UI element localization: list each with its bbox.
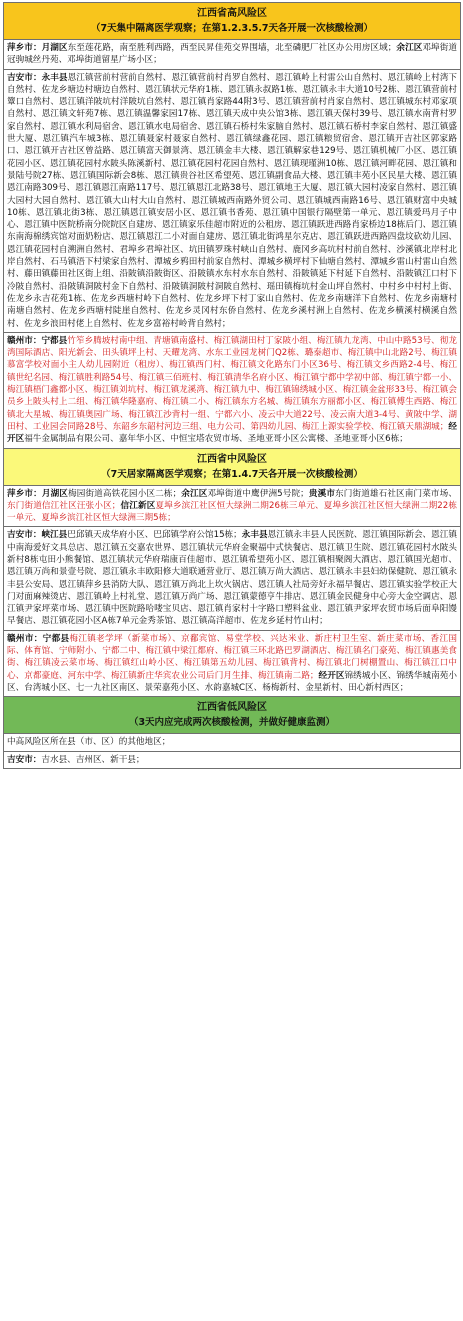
area-list: 恩江镇永丰县人民医院、恩江镇国际新会、恩江镇中南海爱好文具总店、恩江镇五交嘉农世界、恩江镇状元华府金聚福中式快餐店、恩江镇卫生院、恩江镇花园村水陂头新村8栋屯田小熊餐馆、恩江镇状元华府瑞康百佳超市、恩江镇希望苑小区、恩江镇相聚阁大酒店、恩江镇国光超市、恩江镇万尚和景壹号院、恩江镇永丰欧阳修大道联通营业厅、恩江镇万尚大酒店、恩江镇永丰县妇幼保健院、恩江镇永丰县公安局、恩江镇萍乡县消防大队、恩江镇万尚北上坎火锅店、恩江镇人社局旁好永福早餐店、恩江镇实验学校正大门对面麻辣烫店、恩江镇岭上村礼堂、恩江镇万尚广场、恩江镇蒙德亨牛排店、恩江镇金民健身中心旁大金空调店、恩江镇尹家坪菜市场、恩江镇中医院路哈喽宝贝店、恩江镇肖家村十字路口塑料盆业、恩江镇尹家坪农贸市场后面阜阳馒早餐店、恩江镇花园小区A栋7单元金秀茶馆、恩江镇高洋超市、佐龙乡延村竹山村； <box>7 530 457 627</box>
risk-area-table <box>3 2 461 769</box>
area-list: 巴邱镇天成华府小区、巴邱镇学府公馆15栋； <box>67 530 242 541</box>
place-name: 赣州市： <box>7 633 43 644</box>
low-risk-title: 江西省低风险区 <box>197 702 267 714</box>
high-risk-row <box>4 70 460 333</box>
place-name: 永丰县 <box>41 72 68 83</box>
place-name: 吉安市： <box>7 530 42 541</box>
place-name: 吉安市： <box>7 72 42 83</box>
low-risk-subtitle: （3天内应完成两次核酸检测，并做好健康监测） <box>128 717 336 729</box>
highlighted-area-list: 夏埠乡滨江社区恒大绿洲二期26栋三单元、夏埠乡滨江社区恒大绿洲二期22栋一单元、夏埠乡滨江社区恒大绿洲三期5栋； <box>7 500 457 524</box>
high-risk-title: 江西省高风险区 <box>197 8 267 19</box>
high-risk-row <box>4 333 460 449</box>
mid-risk-subtitle: （7天居家隔离医学观察；在第1.4.7天各开展一次核酸检测） <box>101 468 363 480</box>
place-name: 月湖区 <box>41 488 69 499</box>
place-name: 余江区 <box>181 488 208 499</box>
mid-risk-row <box>4 631 460 697</box>
area-list: 东至莲花路，南至胜利西路，西至民昇佳苑交界围墙，北至磷肥厂社区办公用房区域； <box>67 43 397 53</box>
area-list: 中高风险区所在县（市、区）的其他地区； <box>7 737 171 748</box>
place-name: 赣州市： <box>7 335 42 346</box>
area-list: 福牛金属制品有限公司、嘉年华小区、中恒宝塔农贸市场、圣地亚哥小区公寓楼、圣地亚哥小区6栋； <box>24 434 408 445</box>
mid-risk-title: 江西省中风险区 <box>197 453 267 465</box>
place-name: 贵溪市 <box>308 488 336 499</box>
mid-risk-row <box>4 486 460 528</box>
highlighted-area-list: 竹笮乡腾坡村南中组、青塘镇南盛村、梅江镇湖田村丁家陂小组、梅江镇九龙湾、中山中路53号、彻龙湾国际酒店、阳光新会、田头镇坪上村、天耀龙湾、水东工业园龙树门Q2栋、璐泰超市、梅江镇中山北路2号、梅江镇慕富学校对面小主人幼儿园附近（租房）、梅江镇西门村、梅江镇文化路东门小区36号、梅江镇文乡西路2-4号、梅江镇世纪名园、梅江镇胜利路54号、梅江镇三佰班村、梅江镇清华名府小区、梅江镇宁都中学初中部、梅江镇宁都一小、梅江镇梧门鑫都小区、梅江镇刘坑村、梅江镇龙溪湾、梅江镇九中、梅江镇锦绣城小区、梅江镇金盆形33号、梅江镇会员乡上陂头村上二组、梅江镇华隆嘉府、梅江镇二小、梅江镇东方名城、梅江镇东方丽都小区、梅江镇傅生西路、梅江镇北大星城、梅江镇奥园广场、梅江镇江沙背村一组、宁都六小、凌云中大道22号、凌云南大道3-4号、黄陂中学、湖田村、工业园会同路28号、东韶乡东韶村河边三组、电力公司、第四幼儿园、梅江上源实验学校、梅江镇天鼎湖城； <box>7 335 457 432</box>
place-name: 吉安市： <box>7 754 42 765</box>
mid-risk-row <box>4 527 460 630</box>
highlighted-area-list: 梅江镇老学坪（新菜市场）、京鄱宾馆、易堂学校、兴达米业、新庄村卫生室、新庄菜市场、香江国际、体育馆、宁师附小、宁都二中、梅江镇中梁江都府、梅江镇三环北路巴罗湖酒店、梅江镇名门豪苑、梅江镇惠美食街、梅江镇凌云菜市场、梅江镇红山岭小区、梅江镇第五幼儿园、梅江镇背村、梅江镇北门树棚置山、梅江镇江口中心、京都豪庭、河东中学、梅江镇新庄华宾农业公司后门月生排、梅江镇南二路； <box>7 633 457 681</box>
area-list: 邓埠街道冠驹城丝丹苑、邓埠街道留星广场小区； <box>7 43 457 66</box>
place-name: 宁都县 <box>42 633 70 644</box>
place-name: 宁都县 <box>41 335 68 346</box>
place-name: 经开区 <box>318 670 345 681</box>
area-list: 恩江镇营前村营前自然村、恩江镇营前村肖罗自然村、恩江镇岭上村雷公山自然村、恩江镇岭上村湾下自然村、佐龙乡塘边村塘边自然村、恩江镇状元华府1栋、恩江镇永叔路1栋、恩江镇永丰大道10号2栋、恩江镇营前村簟口自然村、恩江镇洋陂坑村洋陂坑自然村、恩江镇肖家路44附3号、恩江镇营前村肖家自然村、恩江镇城东村邓家项自然村、恩江镇文轩苑7栋、恩江镇温馨家园17栋、恩江镇天成中央公馆3栋、恩江镇天保村39号、恩江镇水南背村罗家自然村、恩江镇水利局宿舍、恩江镇水电局宿舍、恩江镇石桥村朱家脑自然村、恩江镇石桥村李家自然村、恩江镇盛世大厦、恩江镇汽车城3栋、恩江镇聂家村聂家自然村、恩江镇绿鑫花园、恩江镇粮贸宿舍、恩江镇开吉社区郭家路口、恩江镇开吉社区曾益路、恩江镇富天御景湾、恩江镇金丰大楼、恩江镇解家巷129号、恩江镇机械厂小区、恩江镇花园小区、恩江镇花园村水陂头陈溪新村、恩江镇花园村花园自然村、恩江镇现瑾洲10栋、恩江镇河畔花园、恩江镇和景陆号院27栋、恩江镇国际新会8栋、恩江镇贵谷社区希望苑、恩江镇副食品大楼、恩江镇丰苑小区民星大楼、恩江镇恩江南路309号、恩江镇恩江南路117号、恩江镇恩江北路38号、恩江镇地王大厦、恩江镇大园村凌家自然村、恩江镇大园村大园自然村、恩江镇大山村大山自然村、恩江镇城西南路外贸公司、恩江镇城西南路16号、恩江镇财富中央城10栋、恩江镇北街3栋、恩江镇恩江镇安居小区、恩江镇书香苑、恩江镇中国银行隔壁第一单元、恩江镇爱玛月子中心、恩江镇中医院桥南分院院区自建房、恩江镇家乐佳超市附近的公租房、恩江镇跃进西路肖家桥边18栋后门、恩江镇东南海棉绣宾馆对面奶粉店、恩江镇恩江二小对面自建房、恩江镇北街鸿星尔克店、恩江镇跃进西路四盘坟砍幼儿园、恩江镇花园村自溯洲自然村、君埠乡君埠社区、坑田镇罗珠村峡山自然村、鹿冈乡高坑村村前自然村、沙溪镇北岸村北岸自然村、石马镇浯下村梁家自然村、潭城乡鸦田村前家自然村、潭城乡横坪村下仙塘自然村、潭城乡雷山村雷山自然村、藤田镇藤田社区街上组、沿陂镇沿陂街区、沿陂镇水东村水东自然村、沿陂镇延下村延下自然村、沿陂镇江口村下冷陂自然村、沿陂镇洞陂村金下自然村、沿陂镇洞陂村洞陂自然村、瑶田镇梅坑村金山坪自然村、中村乡中村村上街、佐龙乡永吉花苑1栋、佐龙乡西塘村岭下自然村、佐龙乡坪下村丁家山自然村、佐龙乡南塘洋下自然村、佐龙乡南塘村南塘自然村、佐龙乡西塘村陡崖自然村、佐龙乡灵冈村东侨自然村、佐龙乡溪村洲上自然村、佐龙乡横溪村横溪自然村、佐龙乡浪田村佬上自然村、佐龙乡富裕村岭背自然村； <box>7 72 457 329</box>
place-name: 月湖区 <box>41 43 68 53</box>
area-list: 东门街道雄石社区南门菜市场、 <box>335 488 457 499</box>
high-risk-header <box>4 3 460 40</box>
low-risk-header <box>4 697 460 734</box>
low-risk-row <box>4 734 460 751</box>
place-name: 萍乡市： <box>7 43 42 53</box>
place-name: 永丰县 <box>241 530 268 541</box>
high-risk-subtitle: （7天集中隔离医学观察；在第1.2.3.5.7天各开展一次核酸检测） <box>90 23 374 34</box>
place-name: 经开区 <box>7 421 457 445</box>
place-name: 峡江县 <box>41 530 68 541</box>
area-list: 吉水县、吉州区、新干县； <box>41 754 145 765</box>
high-risk-row <box>4 40 460 70</box>
place-name: 余江区 <box>396 43 423 53</box>
area-list: 锦绣城小区、锦绣华城南苑小区、台湾城小区、七一九社区南区、景荣嘉苑小区、水韵嘉城C区、杨梅新村、金星新村、田心新村西区； <box>7 670 457 693</box>
area-list: 梅园街道高铁花园小区二栋； <box>68 488 182 499</box>
low-risk-row <box>4 752 460 768</box>
place-name: 萍乡市： <box>7 488 42 499</box>
place-name: 信江新区 <box>120 500 156 511</box>
area-list: 邓埠街道中鹰伊洲5号院； <box>207 488 309 499</box>
mid-risk-header <box>4 449 460 486</box>
highlighted-area-list: 东门街道信江社区汪张小区； <box>7 500 121 511</box>
